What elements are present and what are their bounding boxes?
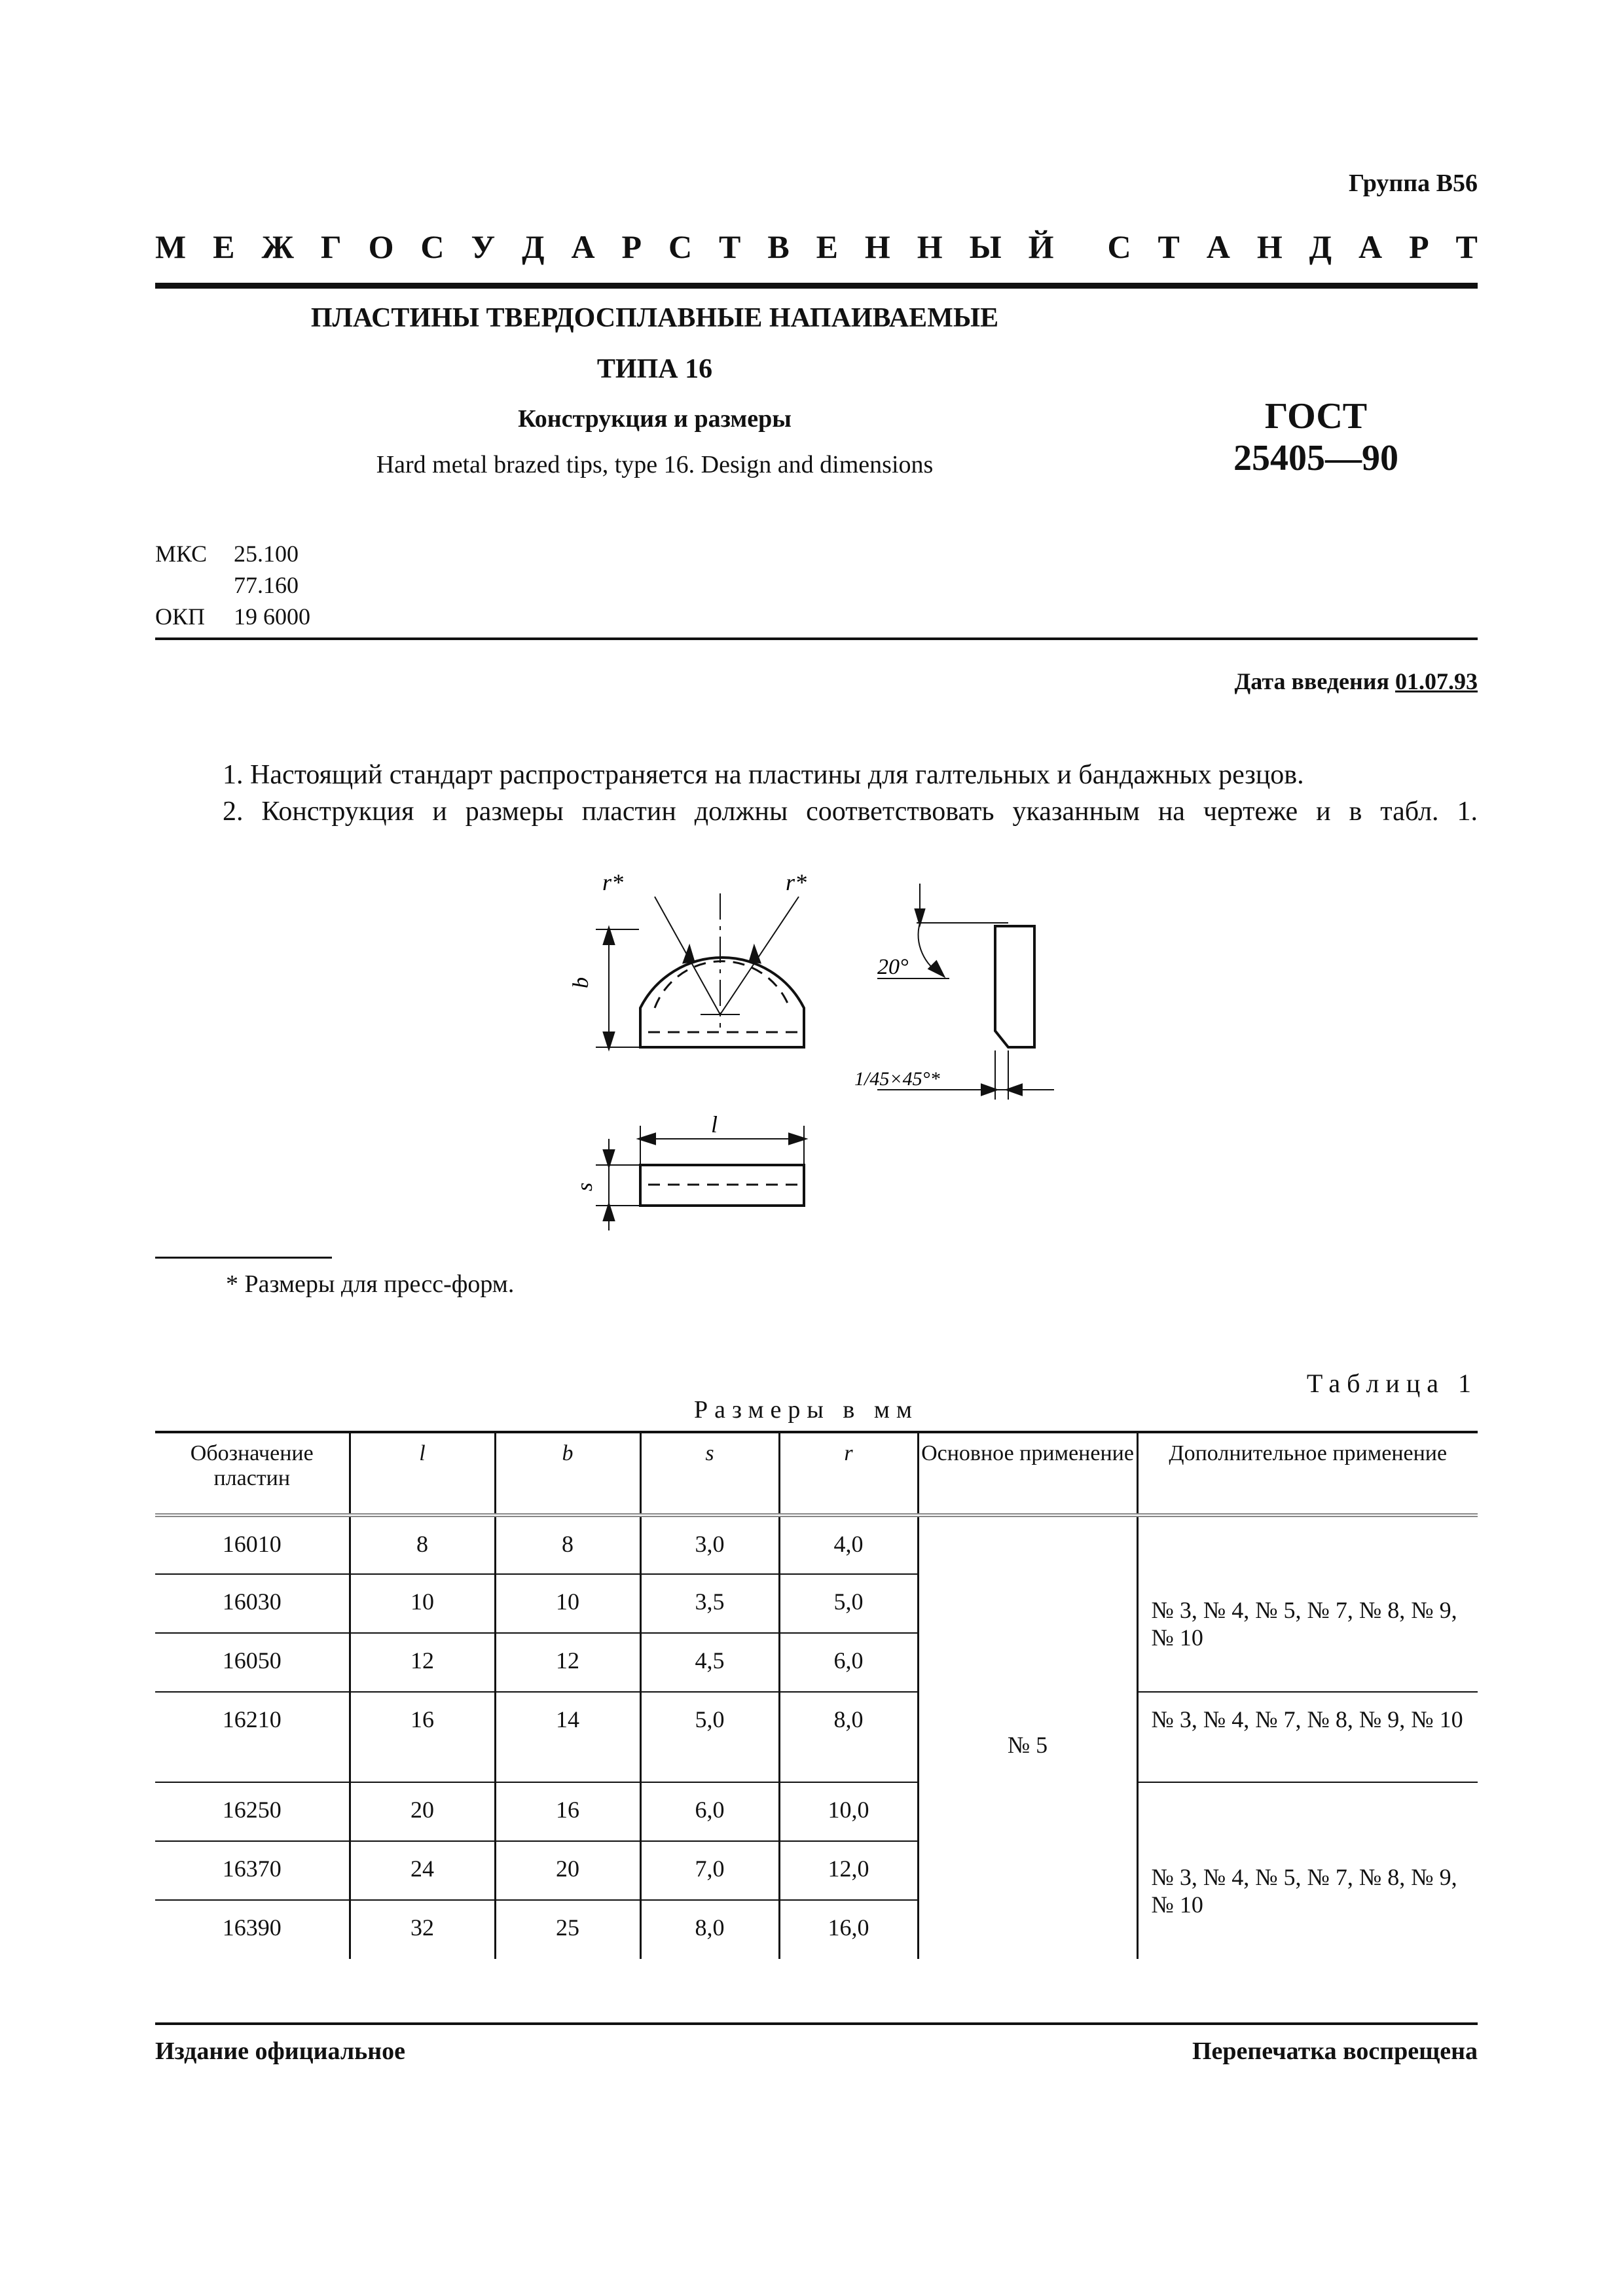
header-code: Обозначение пластин [190,1441,314,1490]
cell-code: 16010 [222,1531,282,1557]
heading-letter: Т [1158,228,1180,265]
heading-letter: Е [816,228,838,265]
heading-letter: А [1359,228,1383,265]
cell-r: 4,0 [779,1515,918,1574]
classification-codes [155,538,310,632]
heading-letter: А [571,228,595,265]
paragraph-1: 1. Настоящий стандарт распространяется на пластины для галтельных и бандажных резцов. [223,760,1304,790]
interstate-standard-heading [155,228,1478,266]
heading-letter: У [471,228,496,265]
date-value: 01.07.93 [1395,668,1478,694]
heading-letter: Д [1309,228,1332,265]
mks-label: МКС [155,541,208,567]
cell-b: 16 [495,1782,640,1841]
header-rule [155,283,1478,289]
heading-letter: Т [1455,228,1478,265]
mks-value-1: 25.100 [234,541,299,567]
cell-code: 16030 [155,1574,350,1633]
dim-r-left-label: r* [602,869,624,895]
cell-s: 6,0 [640,1782,779,1841]
paragraph-2: 2. Конструкция и размеры пластин должны соответствовать указанным на чертеже и в табл. 1. [223,797,1478,827]
heading-letter: Г [320,228,342,265]
heading-letter: Н [1256,228,1283,265]
cell-s: 3,0 [640,1515,779,1574]
cell-r: 5,0 [779,1574,918,1633]
cell-b: 10 [495,1574,640,1633]
cell-l: 32 [350,1900,495,1959]
cell-b: 25 [495,1900,640,1959]
cell-l: 20 [350,1782,495,1841]
heading-letter: Р [621,228,642,265]
header-main-use: Основное применение [918,1432,1137,1515]
title-line-1: ПЛАСТИНЫ ТВЕРДОСПЛАВНЫЕ НАПАИВАЕМЫЕ [310,303,999,333]
table-row [155,1692,1478,1782]
cell-l: 8 [350,1515,495,1574]
heading-letter: Н [917,228,943,265]
okp-label: ОКП [155,603,206,630]
heading-letter: С [1107,228,1131,265]
cell-main-use: № 5 [918,1515,1137,1959]
dim-b-label: b [569,977,593,988]
footer-rule [155,2022,1478,2025]
cell-l: 10 [350,1574,495,1633]
cell-code: 16250 [155,1782,350,1841]
heading-letter: Й [1028,228,1054,265]
cell-b: 12 [495,1633,640,1692]
footnote-rule [155,1257,332,1259]
heading-letter: Ж [261,228,294,265]
table-caption: Таблица 1 [1306,1369,1478,1398]
angle-label: 20° [877,955,909,979]
cell-r: 12,0 [779,1841,918,1900]
dim-l-label: l [711,1111,718,1138]
header-extra-use: Дополнительное применение [1137,1432,1478,1515]
table-header-row [155,1432,1478,1515]
heading-letter: О [368,228,394,265]
dim-s-label: s [573,1182,597,1191]
heading-letter: Д [522,228,545,265]
header-l: l [350,1432,495,1515]
group-label: Группа В56 [1348,170,1478,197]
date-label: Дата введения [1234,668,1389,694]
cell-s: 8,0 [640,1900,779,1959]
cell-extra-use-2: № 3, № 4, № 7, № 8, № 9, № 10 [1137,1692,1478,1782]
heading-letter: М [155,228,187,265]
cell-code: 16210 [155,1692,350,1782]
plate-top-view [596,1126,804,1230]
heading-letter: Т [719,228,741,265]
cell-r: 10,0 [779,1782,918,1841]
heading-letter: Н [864,228,890,265]
header-s: s [640,1432,779,1515]
heading-letter: Р [1409,228,1429,265]
codes-rule [155,637,1478,640]
okp-value: 19 6000 [234,603,310,630]
footnote: * Размеры для пресс-форм. [226,1270,515,1298]
cell-code: 16390 [155,1900,350,1959]
cell-extra-use-3: № 3, № 4, № 5, № 7, № 8, № 9, № 10 [1137,1782,1478,1959]
table-row [155,1782,1478,1841]
table-row [155,1515,1478,1574]
cell-b: 20 [495,1841,640,1900]
footer-official-edition: Издание официальное [155,2037,406,2065]
header-r: r [779,1432,918,1515]
dim-r-right-label: r* [786,869,807,895]
cell-b: 8 [495,1515,640,1574]
chamfer-label: 1/45×45°* [854,1068,940,1090]
mks-value-2: 77.160 [234,572,299,598]
gost-number: 25405—90 [1233,438,1398,478]
heading-letter: Е [213,228,235,265]
cell-s: 4,5 [640,1633,779,1692]
footer-reprint-prohibited: Перепечатка воспрещена [1192,2037,1478,2065]
title-line-2: ТИПА 16 [596,354,713,384]
introduction-date [1235,668,1478,695]
title-english: Hard metal brazed tips, type 16. Design and dimensions [376,451,934,478]
cell-l: 24 [350,1841,495,1900]
heading-letter: А [1206,228,1230,265]
heading-letter: С [668,228,693,265]
cell-l: 12 [350,1633,495,1692]
cell-s: 7,0 [640,1841,779,1900]
dimensions-table [155,1431,1478,1959]
cell-r: 6,0 [779,1633,918,1692]
cell-code: 16370 [155,1841,350,1900]
table-units: Размеры в мм [694,1396,919,1424]
cell-r: 16,0 [779,1900,918,1959]
gost-label: ГОСТ [1264,396,1368,437]
cell-b: 14 [495,1692,640,1782]
plate-drawing [550,857,1061,1250]
plate-side-view [877,884,1054,1100]
title-subtitle: Конструкция и размеры [518,405,792,433]
heading-letter: В [767,228,790,265]
header-b: b [495,1432,640,1515]
heading-letter: С [420,228,445,265]
heading-letter: Ы [969,228,1002,265]
cell-code: 16050 [155,1633,350,1692]
cell-s: 3,5 [640,1574,779,1633]
cell-extra-use-1: № 3, № 4, № 5, № 7, № 8, № 9, № 10 [1137,1515,1478,1692]
cell-s: 5,0 [640,1692,779,1782]
cell-l: 16 [350,1692,495,1782]
plate-front-view [596,893,804,1047]
cell-r: 8,0 [779,1692,918,1782]
